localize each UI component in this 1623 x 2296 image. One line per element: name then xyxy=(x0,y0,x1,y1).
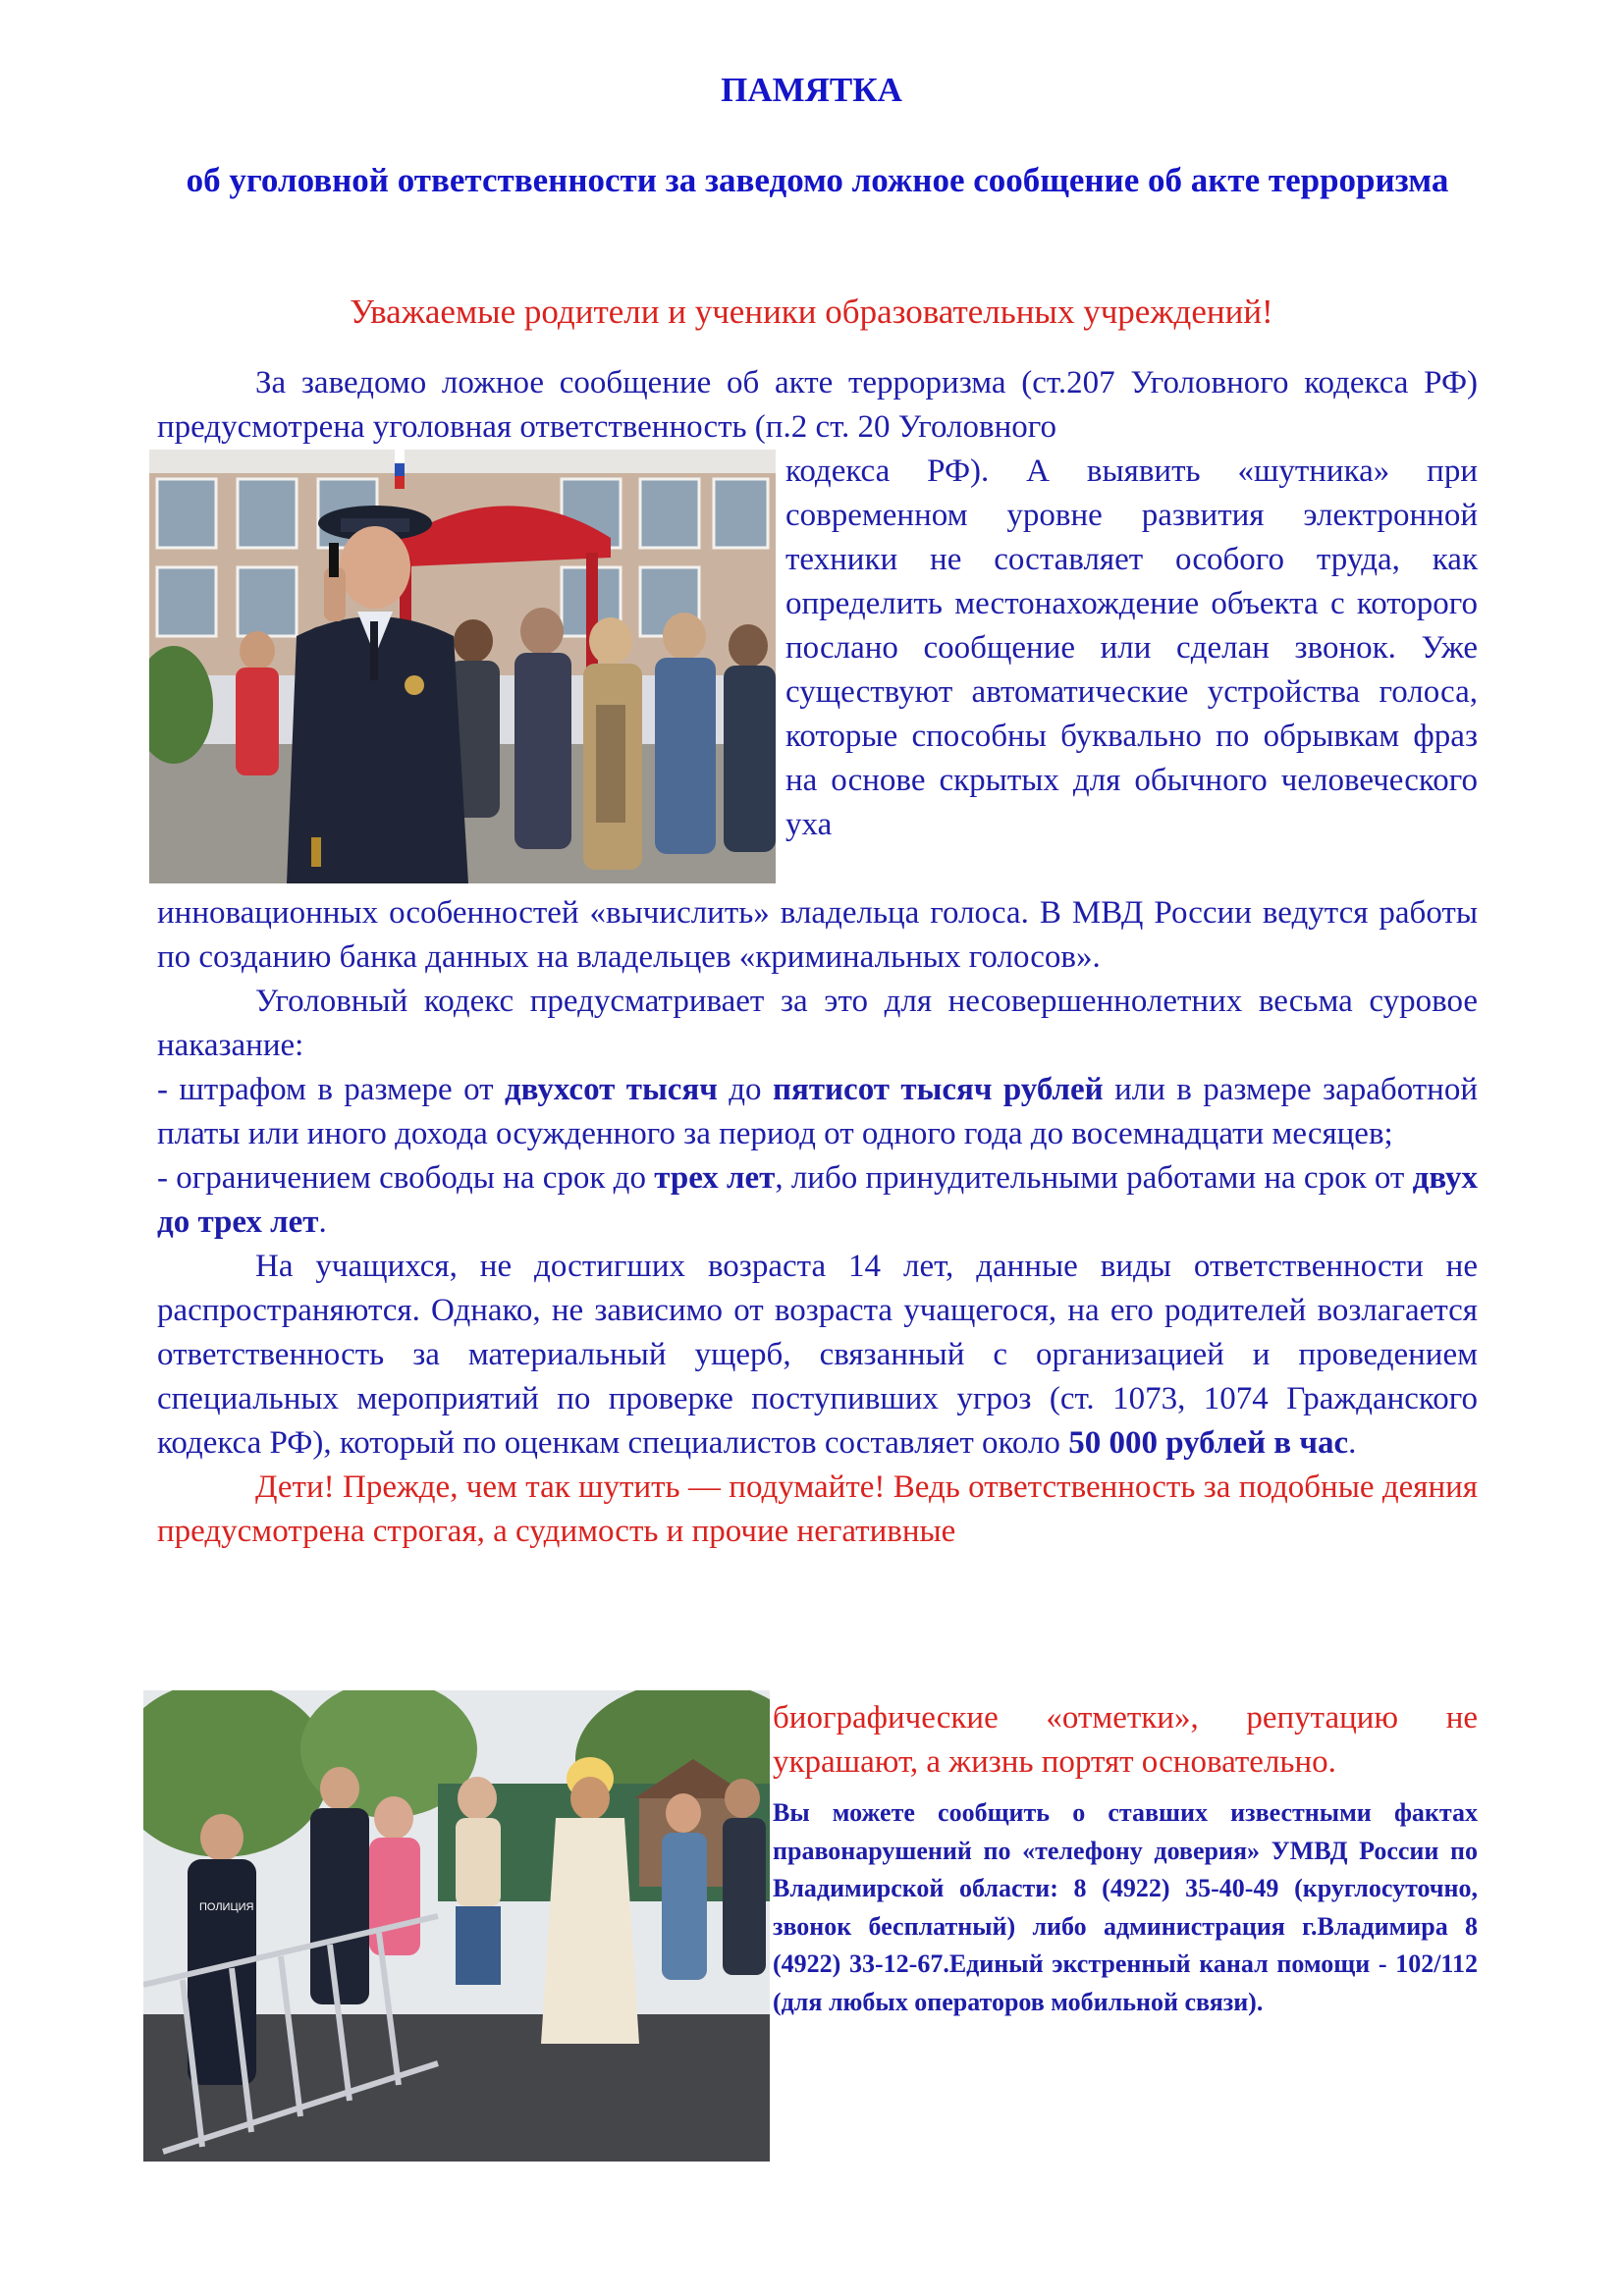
hotline-contact-info: Вы можете сообщить о ставших известными фактах правонарушений по «телефону доверия» УМВД России по Владимирской области: 8 (4922) 35-40-49 (круглосуточно, звонок бесплатный) либо администрация г.Владимира 8 (4922) 33-12-67.Единый экстренный канал помощи - 102/112 (для любых операторов мобильной связи). xyxy=(773,1798,1478,2016)
warning-continuation: биографические «отметки», репутацию не украшают, а жизнь портят основательно. xyxy=(773,1700,1478,1780)
photo-school-event xyxy=(149,450,776,883)
page-title: ПАМЯТКА xyxy=(721,71,902,109)
penalty-restriction: - ограничением свободы на срок до трех лет, либо принудительными работами на срок от двух до трех лет. xyxy=(157,1160,1479,1240)
main-text-block xyxy=(157,891,1478,1554)
warning-intro: Дети! Прежде, чем так шутить — подумайте! Ведь ответственность за подобные деяния предусмотрена строгая, а судимость и прочие негативные xyxy=(157,1469,1478,1549)
photo-barrier-event xyxy=(143,1690,770,2162)
paragraph-1-right: кодекса РФ). А выявить «шутника» при современном уровне развития электронной техники не составляет особого труда, как определить местонахождение объекта с которого послано сообщение или сделан звонок. Уже существуют автоматические устройства голоса, которые способны буквально по обрывкам фраз на основе скрытых для обычного человеческого уха xyxy=(785,454,1478,842)
penalty-fine: - штрафом в размере от двухсот тысяч до пятисот тысяч рублей или в размере заработной платы или иного дохода осужденного за период от одного года до восемнадцати месяцев; xyxy=(157,1072,1479,1151)
paragraph-2: Уголовный кодекс предусматривает за это для несовершеннолетних весьма суровое наказание: xyxy=(157,984,1478,1063)
greeting: Уважаемые родители и ученики образовательных учреждений! xyxy=(350,293,1273,331)
paragraph-3: На учащихся, не достигших возраста 14 лет, данные виды ответственности не распространяются. Однако, не зависимо от возраста учащегося, на его родителей возлагается ответственность за материальный ущерб, связанный с организацией и проведением специальных мероприятий по проверке поступивших угроз (ст. 1073, 1074 Гражданского кодекса РФ), который по оценкам специалистов составляет около 50 000 рублей в час. xyxy=(157,1249,1478,1461)
paragraph-1-rest: инновационных особенностей «вычислить» владельца голоса. В МВД России ведутся работы по созданию банка данных на владельцев «криминальных голосов». xyxy=(157,895,1478,975)
police-label: ПОЛИЦИЯ xyxy=(199,1901,254,1913)
page-subtitle: об уголовной ответственности за заведомо ложное сообщение об акте терроризма xyxy=(186,161,1449,199)
paragraph-1-intro: За заведомо ложное сообщение об акте терроризма (ст.207 Уголовного кодекса РФ) предусмотрена уголовная ответственность (п.2 ст. 20 Уголовного xyxy=(157,365,1478,445)
